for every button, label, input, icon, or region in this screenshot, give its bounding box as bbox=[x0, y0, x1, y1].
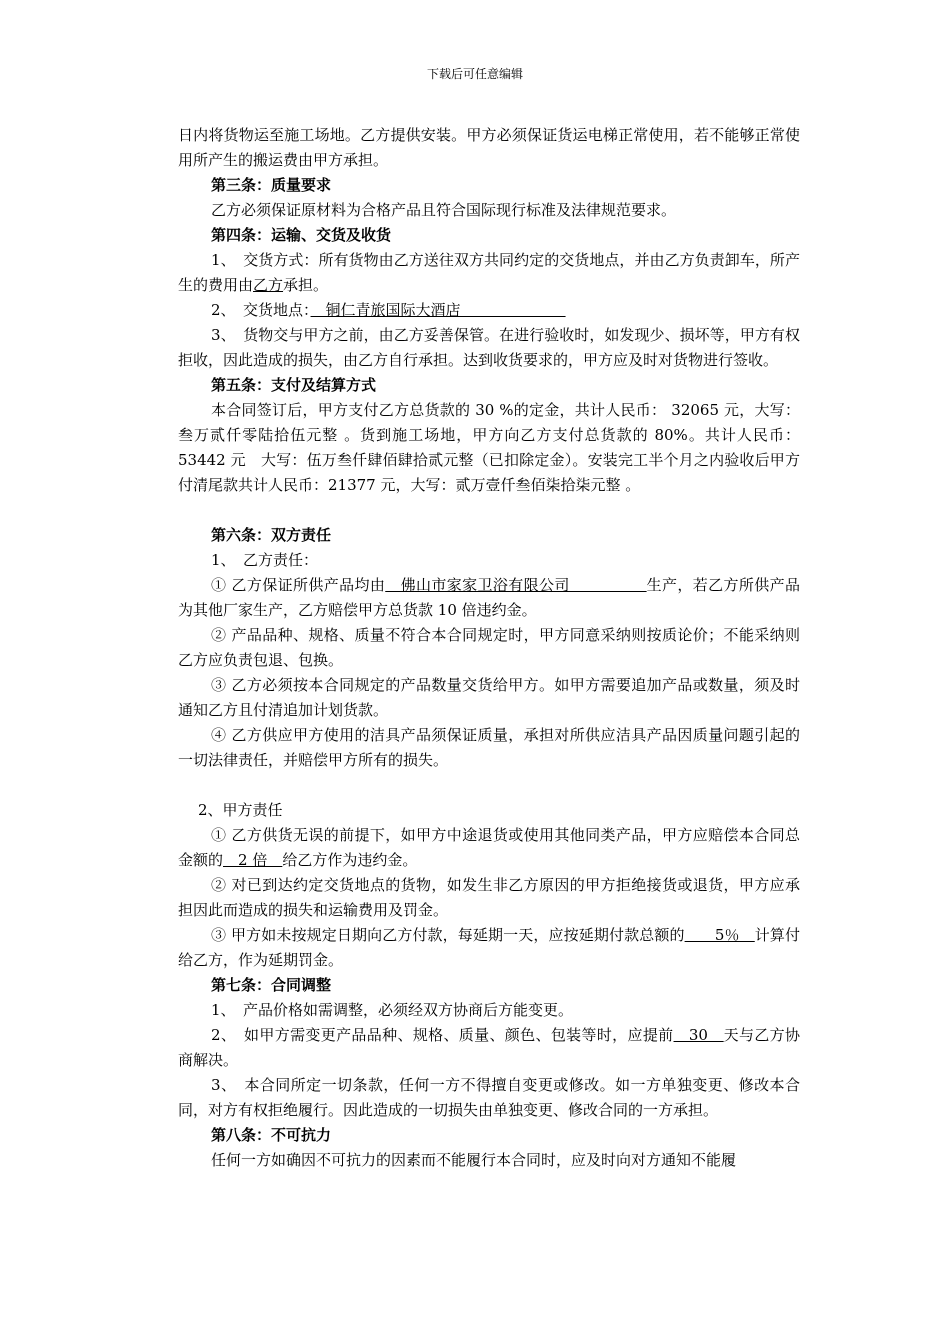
item-text: ① 乙方供货无误的前提下，如甲方中途退货或使用其他同类产品，甲方应赔偿本合同总金额的 bbox=[178, 826, 800, 869]
article-5-text: 本合同签订后，甲方支付乙方总货款的 30 %的定金，共计人民币： 32065 元，大写：叁万贰仟零陆拾伍元整 。货到施工场地，甲方向乙方支付总货款的 80%。共计人民币：53442 元 大写：伍万叁仟肆佰肆拾贰元整（已扣除定金）。安装完工半个月之内验收后甲方付清尾款共计人民币：21377 元，大写：贰万壹仟叁佰柒拾柒元整 。 bbox=[178, 401, 800, 494]
article-5-title: 第五条：支付及结算方式 bbox=[211, 376, 377, 394]
page-header: 下载后可任意编辑 bbox=[426, 67, 523, 81]
article-8-text: 任何一方如确因不可抗力的因素而不能履行本合同时，应及时向对方通知不能履 bbox=[211, 1151, 737, 1169]
contract-body bbox=[178, 123, 800, 1173]
fill-blank: 乙方 bbox=[253, 276, 284, 294]
article-4-item-3: 3、 货物交与甲方之前，由乙方妥善保管。在进行验收时，如发现少、损坏等，甲方有权拒收，因此造成的损失，由乙方自行承担。达到收货要求的，甲方应及时对货物进行签收。 bbox=[178, 326, 800, 369]
article-3-text: 乙方必须保证原材料为合格产品且符合国际现行标准及法律规范要求。 bbox=[211, 201, 677, 219]
article-7-item-3: 3、 本合同所定一切条款，任何一方不得擅自变更或修改。如一方单独变更、修改本合同，对方有权拒绝履行。因此造成的一切损失由单独变更、修改合同的一方承担。 bbox=[178, 1076, 800, 1119]
article-7-item-1: 1、 产品价格如需调整，必须经双方协商后方能变更。 bbox=[211, 1001, 574, 1019]
fill-blank: 30 bbox=[673, 1026, 724, 1044]
party-b-item-3: ③ 乙方必须按本合同规定的产品数量交货给甲方。如甲方需要追加产品或数量，须及时通知乙方且付清追加计划货款。 bbox=[178, 676, 800, 719]
article-4-title: 第四条：运输、交货及收货 bbox=[211, 226, 392, 244]
item-text: ③ 甲方如未按规定日期向乙方付款，每延期一天，应按延期付款总额的 bbox=[211, 926, 685, 944]
item-text: 给乙方作为违约金。 bbox=[282, 851, 418, 869]
party-a-title: 2、甲方责任 bbox=[198, 801, 283, 819]
item-text: 生产，若乙方所供产品为其他厂家生产，乙方赔偿甲方总货款 10 倍违约金。 bbox=[178, 576, 800, 619]
article-6-title: 第六条：双方责任 bbox=[211, 526, 332, 544]
party-b-item-4: ④ 乙方供应甲方使用的洁具产品须保证质量，承担对所供应洁具产品因质量问题引起的一切法律责任，并赔偿甲方所有的损失。 bbox=[178, 726, 800, 769]
item-text: 承担。 bbox=[283, 276, 329, 294]
article-7-item-2 bbox=[178, 1023, 800, 1073]
fill-blank: 5％ bbox=[684, 926, 755, 944]
party-a-item-3 bbox=[178, 923, 800, 973]
item-text: 计算付给乙方，作为延期罚金。 bbox=[178, 926, 800, 969]
party-b-title: 1、 乙方责任： bbox=[211, 551, 319, 569]
item-text: 2、 如甲方需变更产品品种、规格、质量、颜色、包装等时，应提前 bbox=[211, 1026, 674, 1044]
fill-blank: 2 倍 bbox=[223, 851, 283, 869]
article-3-title: 第三条：质量要求 bbox=[211, 176, 332, 194]
item-text: 2、 交货地点： bbox=[211, 301, 311, 319]
article-4-item-1 bbox=[178, 248, 800, 298]
article-7-title: 第七条：合同调整 bbox=[211, 976, 332, 994]
article-4-item-2 bbox=[178, 298, 800, 323]
spacer bbox=[178, 773, 800, 798]
party-b-item-1 bbox=[178, 573, 800, 623]
party-a-item-1 bbox=[178, 823, 800, 873]
party-b-item-2: ② 产品品种、规格、质量不符合本合同规定时，甲方同意采纳则按质论价；不能采纳则乙方应负责包退、包换。 bbox=[178, 626, 800, 669]
party-a-item-2: ② 对已到达约定交货地点的货物，如发生非乙方原因的甲方拒绝接货或退货，甲方应承担因此而造成的损失和运输费用及罚金。 bbox=[178, 876, 800, 919]
item-text: 天与乙方协商解决。 bbox=[178, 1026, 800, 1069]
fill-blank: 铜仁青旅国际大酒店 bbox=[310, 301, 566, 319]
item-text: ① 乙方保证所供产品均由 bbox=[211, 576, 386, 594]
fill-blank: 佛山市家家卫浴有限公司 bbox=[385, 576, 647, 594]
article-8-title: 第八条：不可抗力 bbox=[211, 1126, 332, 1144]
paragraph-continuation: 日内将货物运至施工场地。乙方提供安装。甲方必须保证货运电梯正常使用，若不能够正常使用所产生的搬运费由甲方承担。 bbox=[178, 126, 800, 169]
spacer bbox=[178, 498, 800, 523]
item-text: 1、 交货方式：所有货物由乙方送往双方共同约定的交货地点，并由乙方负责卸车，所产生的费用由 bbox=[178, 251, 800, 294]
